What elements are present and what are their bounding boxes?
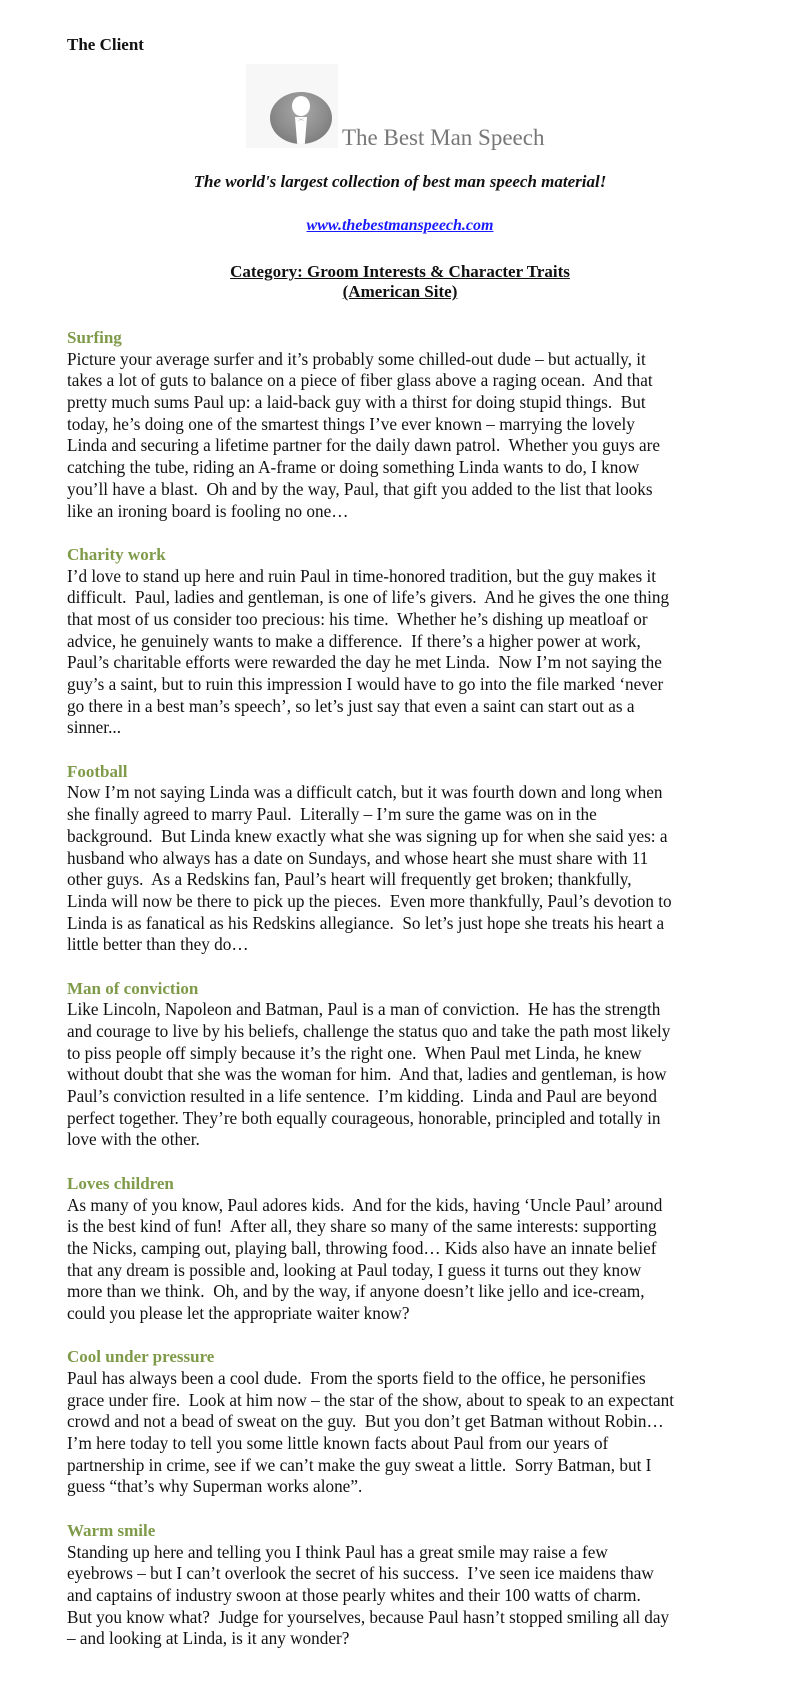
text-line: Picture your average surfer and it’s probably some chilled-out dude – but actually, it <box>67 348 646 369</box>
section-heading: Man of conviction <box>67 978 199 998</box>
sections <box>67 327 767 1672</box>
text-line: guess “that’s why Superman works alone”. <box>67 1476 363 1497</box>
text-line: background. But Linda knew exactly what she was signing up for when she said yes: a <box>67 825 668 846</box>
category-line-2: (American Site) <box>342 282 458 301</box>
section-charity-work <box>67 544 767 739</box>
text-line: Now I’m not saying Linda was a difficult catch, but it was fourth down and long when <box>67 782 663 803</box>
category-line-1: Category: Groom Interests & Character Traits <box>230 262 570 281</box>
text-line: husband who always has a date on Sundays, and whose heart she must share with 11 <box>67 847 649 868</box>
text-line: eyebrows – but I can’t overlook the secret of his success. I’ve seen ice maidens thaw <box>67 1563 654 1584</box>
text-line: takes a lot of guts to balance on a piece of fiber glass above a raging ocean. And that <box>67 370 653 391</box>
text-line: As many of you know, Paul adores kids. And for the kids, having ‘Uncle Paul’ around <box>67 1194 663 1215</box>
client-label: The Client <box>67 35 144 54</box>
text-line: Like Lincoln, Napoleon and Batman, Paul is a man of conviction. He has the strength <box>67 999 661 1020</box>
text-line: the Nicks, camping out, playing ball, throwing food… Kids also have an innate belief <box>67 1237 657 1258</box>
text-line: I’d love to stand up here and ruin Paul in time-honored tradition, but the guy makes it <box>67 565 657 586</box>
text-line: advice, he genuinely wants to make a difference. If there’s a higher power at work, <box>67 630 641 651</box>
text-line: to piss people off simply because it’s the right one. When Paul met Linda, he knew <box>67 1042 642 1063</box>
text-line: catching the tube, riding an A-frame or doing something Linda wants to do, I know <box>67 457 640 478</box>
text-line: Linda and securing a lifetime partner for the daily dawn patrol. Whether you guys are <box>67 435 660 456</box>
text-line: and captains of industry swoon at those pearly whites and their 100 watts of charm. <box>67 1584 641 1605</box>
text-line: she finally agreed to marry Paul. Literally – I’m sure the game was on in the <box>67 804 597 825</box>
text-line: like an ironing board is fooling no one… <box>67 500 349 521</box>
text-line: difficult. Paul, ladies and gentleman, is one of life’s givers. And he gives the one thing <box>67 587 670 608</box>
text-line: and courage to live by his beliefs, challenge the status quo and take the path most likely <box>67 1021 671 1041</box>
text-line: Paul’s conviction resulted in a life sentence. I’m kidding. Linda and Paul are beyond <box>67 1086 657 1107</box>
section-football <box>67 761 767 956</box>
section-man-of-conviction <box>67 978 767 1152</box>
tagline: The world's largest collection of best man speech material! <box>193 172 607 191</box>
text-line: could you please let the appropriate waiter know? <box>67 1302 410 1323</box>
text-line: that any dream is possible and, looking at Paul today, I guess it turns out they know <box>67 1259 642 1280</box>
section-loves-children <box>67 1173 767 1325</box>
section-body <box>67 1542 767 1650</box>
logo-head-shape <box>292 96 310 116</box>
text-line: you’ll have a blast. Oh and by the way, Paul, that gift you added to the list that looks <box>67 478 653 499</box>
site-link[interactable]: www.thebestmanspeech.com <box>306 217 494 234</box>
text-line: I’m here today to tell you some little known facts about Paul from our years of <box>67 1433 609 1454</box>
section-heading: Loves children <box>67 1173 174 1193</box>
text-line: perfect together. They’re both equally courageous, honorable, principled and totally in <box>67 1107 661 1128</box>
site-link-container <box>0 216 800 236</box>
text-line: little better than they do… <box>67 934 249 955</box>
text-line: Paul has always been a cool dude. From the sports field to the office, he personifies <box>67 1368 646 1388</box>
text-line: more than we think. Oh, and by the way, if anyone doesn’t like jello and ice-cream, <box>67 1281 645 1302</box>
best-man-logo-icon <box>270 92 332 144</box>
text-line: today, he’s doing one of the smartest things I’ve ever known – marrying the lovely <box>67 413 635 434</box>
section-body <box>67 782 767 956</box>
section-body <box>67 349 767 523</box>
section-body <box>67 1195 767 1325</box>
logo-shirt-shape <box>295 117 307 144</box>
section-body <box>67 1368 767 1498</box>
section-body <box>67 566 767 740</box>
text-line: guy’s a saint, but to ruin this impression I would have to go into the file marked ‘never <box>67 674 664 694</box>
text-line: without doubt that she was the woman for him. And that, ladies and gentleman, is how <box>67 1064 667 1085</box>
text-line: Standing up here and telling you I think Paul has a great smile may raise a few <box>67 1541 608 1562</box>
section-cool-under-pressure <box>67 1346 767 1498</box>
section-heading: Cool under pressure <box>67 1347 215 1367</box>
text-line: grace under fire. Look at him now – the star of the show, about to speak to an expectant <box>67 1389 675 1410</box>
text-line: pretty much sums Paul up: a laid-back guy with a thirst for doing stupid things. But <box>67 392 646 413</box>
text-line: love with the other. <box>67 1129 200 1150</box>
logo-text: The Best Man Speech <box>342 125 545 150</box>
text-line: Paul’s charitable efforts were rewarded the day he met Linda. Now I’m not saying the <box>67 652 662 673</box>
text-line: – and looking at Linda, is it any wonder? <box>67 1628 350 1649</box>
text-line: is the best kind of fun! After all, they share so many of the same interests: supporting <box>67 1216 657 1237</box>
logo <box>244 62 564 154</box>
section-heading: Surfing <box>67 328 122 347</box>
section-heading: Charity work <box>67 544 166 564</box>
section-heading: Warm smile <box>67 1520 156 1540</box>
text-line: go there in a best man’s speech’, so let’s just say that even a saint can start out as a <box>67 695 635 716</box>
text-line: other guys. As a Redskins fan, Paul’s heart will frequently get broken; thankfully, <box>67 869 632 890</box>
text-line: Linda is as fanatical as his Redskins allegiance. So let’s just hope she treats his heart a <box>67 912 665 933</box>
text-line: crowd and not a bead of sweat on the guy. But you don’t get Batman without Robin… <box>67 1411 664 1432</box>
text-line: sinner... <box>67 717 121 738</box>
text-line: partnership in crime, see if we can’t make the guy sweat a little. Sorry Batman, but I <box>67 1454 652 1475</box>
section-surfing <box>67 327 767 522</box>
section-heading: Football <box>67 761 128 781</box>
text-line: Linda will now be there to pick up the pieces. Even more thankfully, Paul’s devotion to <box>67 890 672 911</box>
section-body <box>67 999 767 1151</box>
section-warm-smile <box>67 1520 767 1650</box>
text-line: But you know what? Judge for yourselves, because Paul hasn’t stopped smiling all day <box>67 1606 670 1627</box>
text-line: that most of us consider too precious: his time. Whether he’s dishing up meatloaf or <box>67 608 648 629</box>
category-title <box>0 262 800 302</box>
